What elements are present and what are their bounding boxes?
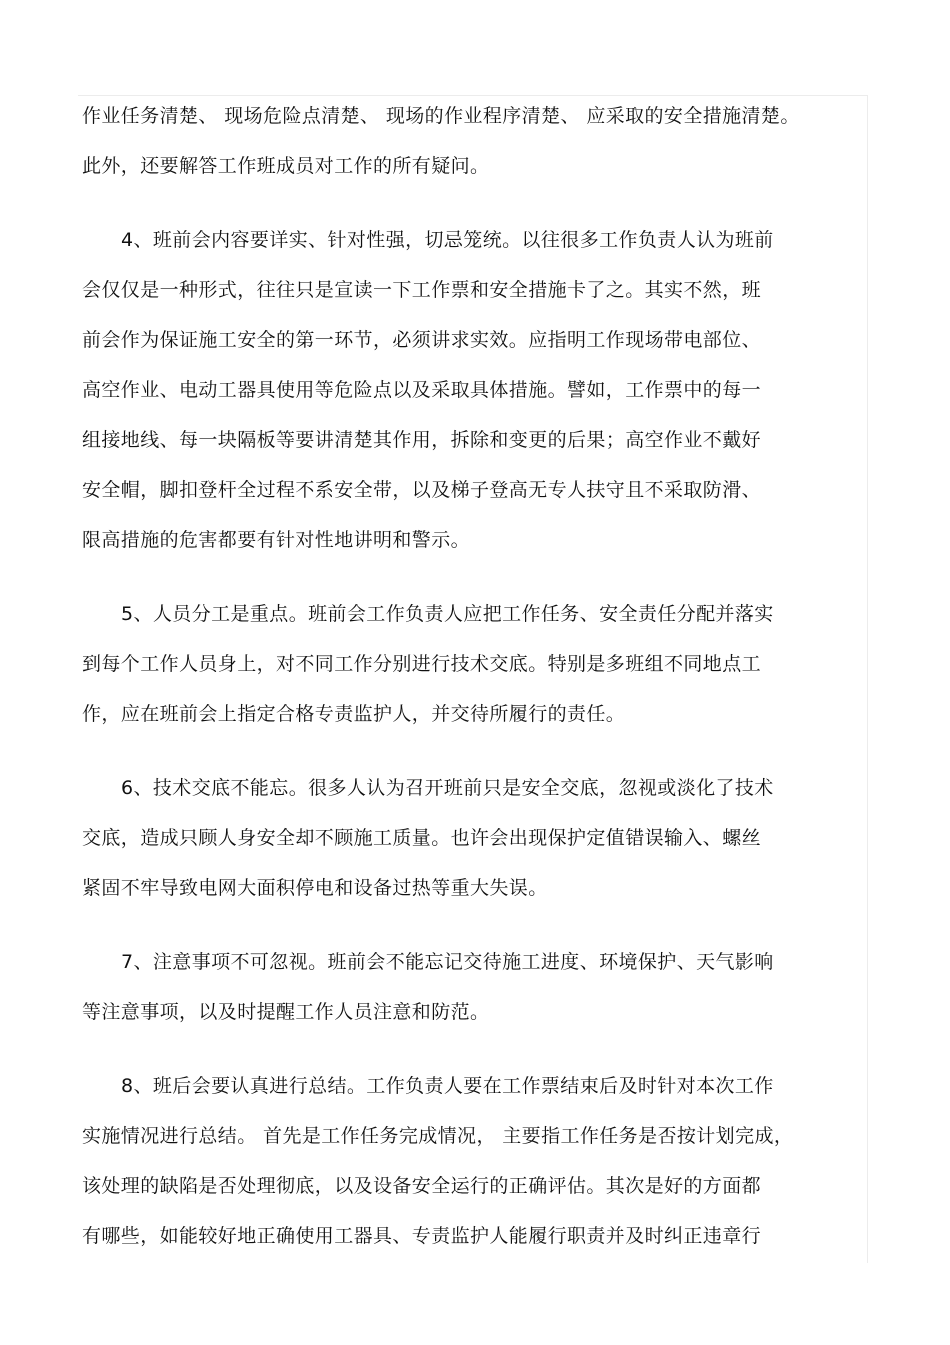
text-line: 实施情况进行总结。 首先是工作任务完成情况， 主要指工作任务是否按计划完成， [82, 1125, 794, 1147]
text-line: 4、班前会内容要详实、针对性强，切忌笼统。以往很多工作负责人认为班前 [121, 229, 774, 251]
text-line: 此外，还要解答工作班成员对工作的所有疑问。 [82, 155, 490, 177]
text-line: 作，应在班前会上指定合格专责监护人，并交待所履行的责任。 [82, 703, 626, 725]
text-line: 有哪些，如能较好地正确使用工器具、专责监护人能履行职责并及时纠正违章行 [82, 1225, 762, 1247]
text-line: 7、注意事项不可忽视。班前会不能忘记交待施工进度、环境保护、天气影响 [121, 951, 774, 973]
text-line: 限高措施的危害都要有针对性地讲明和警示。 [82, 529, 471, 551]
text-line: 8、班后会要认真进行总结。工作负责人要在工作票结束后及时针对本次工作 [121, 1075, 774, 1097]
text-line: 安全帽，脚扣登杆全过程不系安全带，以及梯子登高无专人扶守且不采取防滑、 [82, 479, 762, 501]
document-body [82, 95, 862, 1249]
text-line: 作业任务清楚、 现场危险点清楚、 现场的作业程序清楚、 应采取的安全措施清楚。 [82, 105, 800, 127]
text-line: 等注意事项，以及时提醒工作人员注意和防范。 [82, 1001, 490, 1023]
text-line: 组接地线、每一块隔板等要讲清楚其作用，拆除和变更的后果；高空作业不戴好 [82, 429, 762, 451]
text-line: 5、人员分工是重点。班前会工作负责人应把工作任务、安全责任分配并落实 [121, 603, 774, 625]
text-line: 紧固不牢导致电网大面积停电和设备过热等重大失误。 [82, 877, 548, 899]
text-line: 到每个工作人员身上，对不同工作分别进行技术交底。特别是多班组不同地点工 [82, 653, 762, 675]
text-line: 该处理的缺陷是否处理彻底，以及设备安全运行的正确评估。其次是好的方面都 [82, 1175, 762, 1197]
text-line: 高空作业、电动工器具使用等危险点以及采取具体措施。譬如，工作票中的每一 [82, 379, 762, 401]
text-line: 交底，造成只顾人身安全却不顾施工质量。也许会出现保护定值错误输入、螺丝 [82, 827, 762, 849]
text-line: 6、技术交底不能忘。很多人认为召开班前只是安全交底，忽视或淡化了技术 [121, 777, 774, 799]
text-line: 前会作为保证施工安全的第一环节，必须讲求实效。应指明工作现场带电部位、 [82, 329, 762, 351]
text-line: 会仅仅是一种形式，往往只是宣读一下工作票和安全措施卡了之。其实不然，班 [82, 279, 762, 301]
